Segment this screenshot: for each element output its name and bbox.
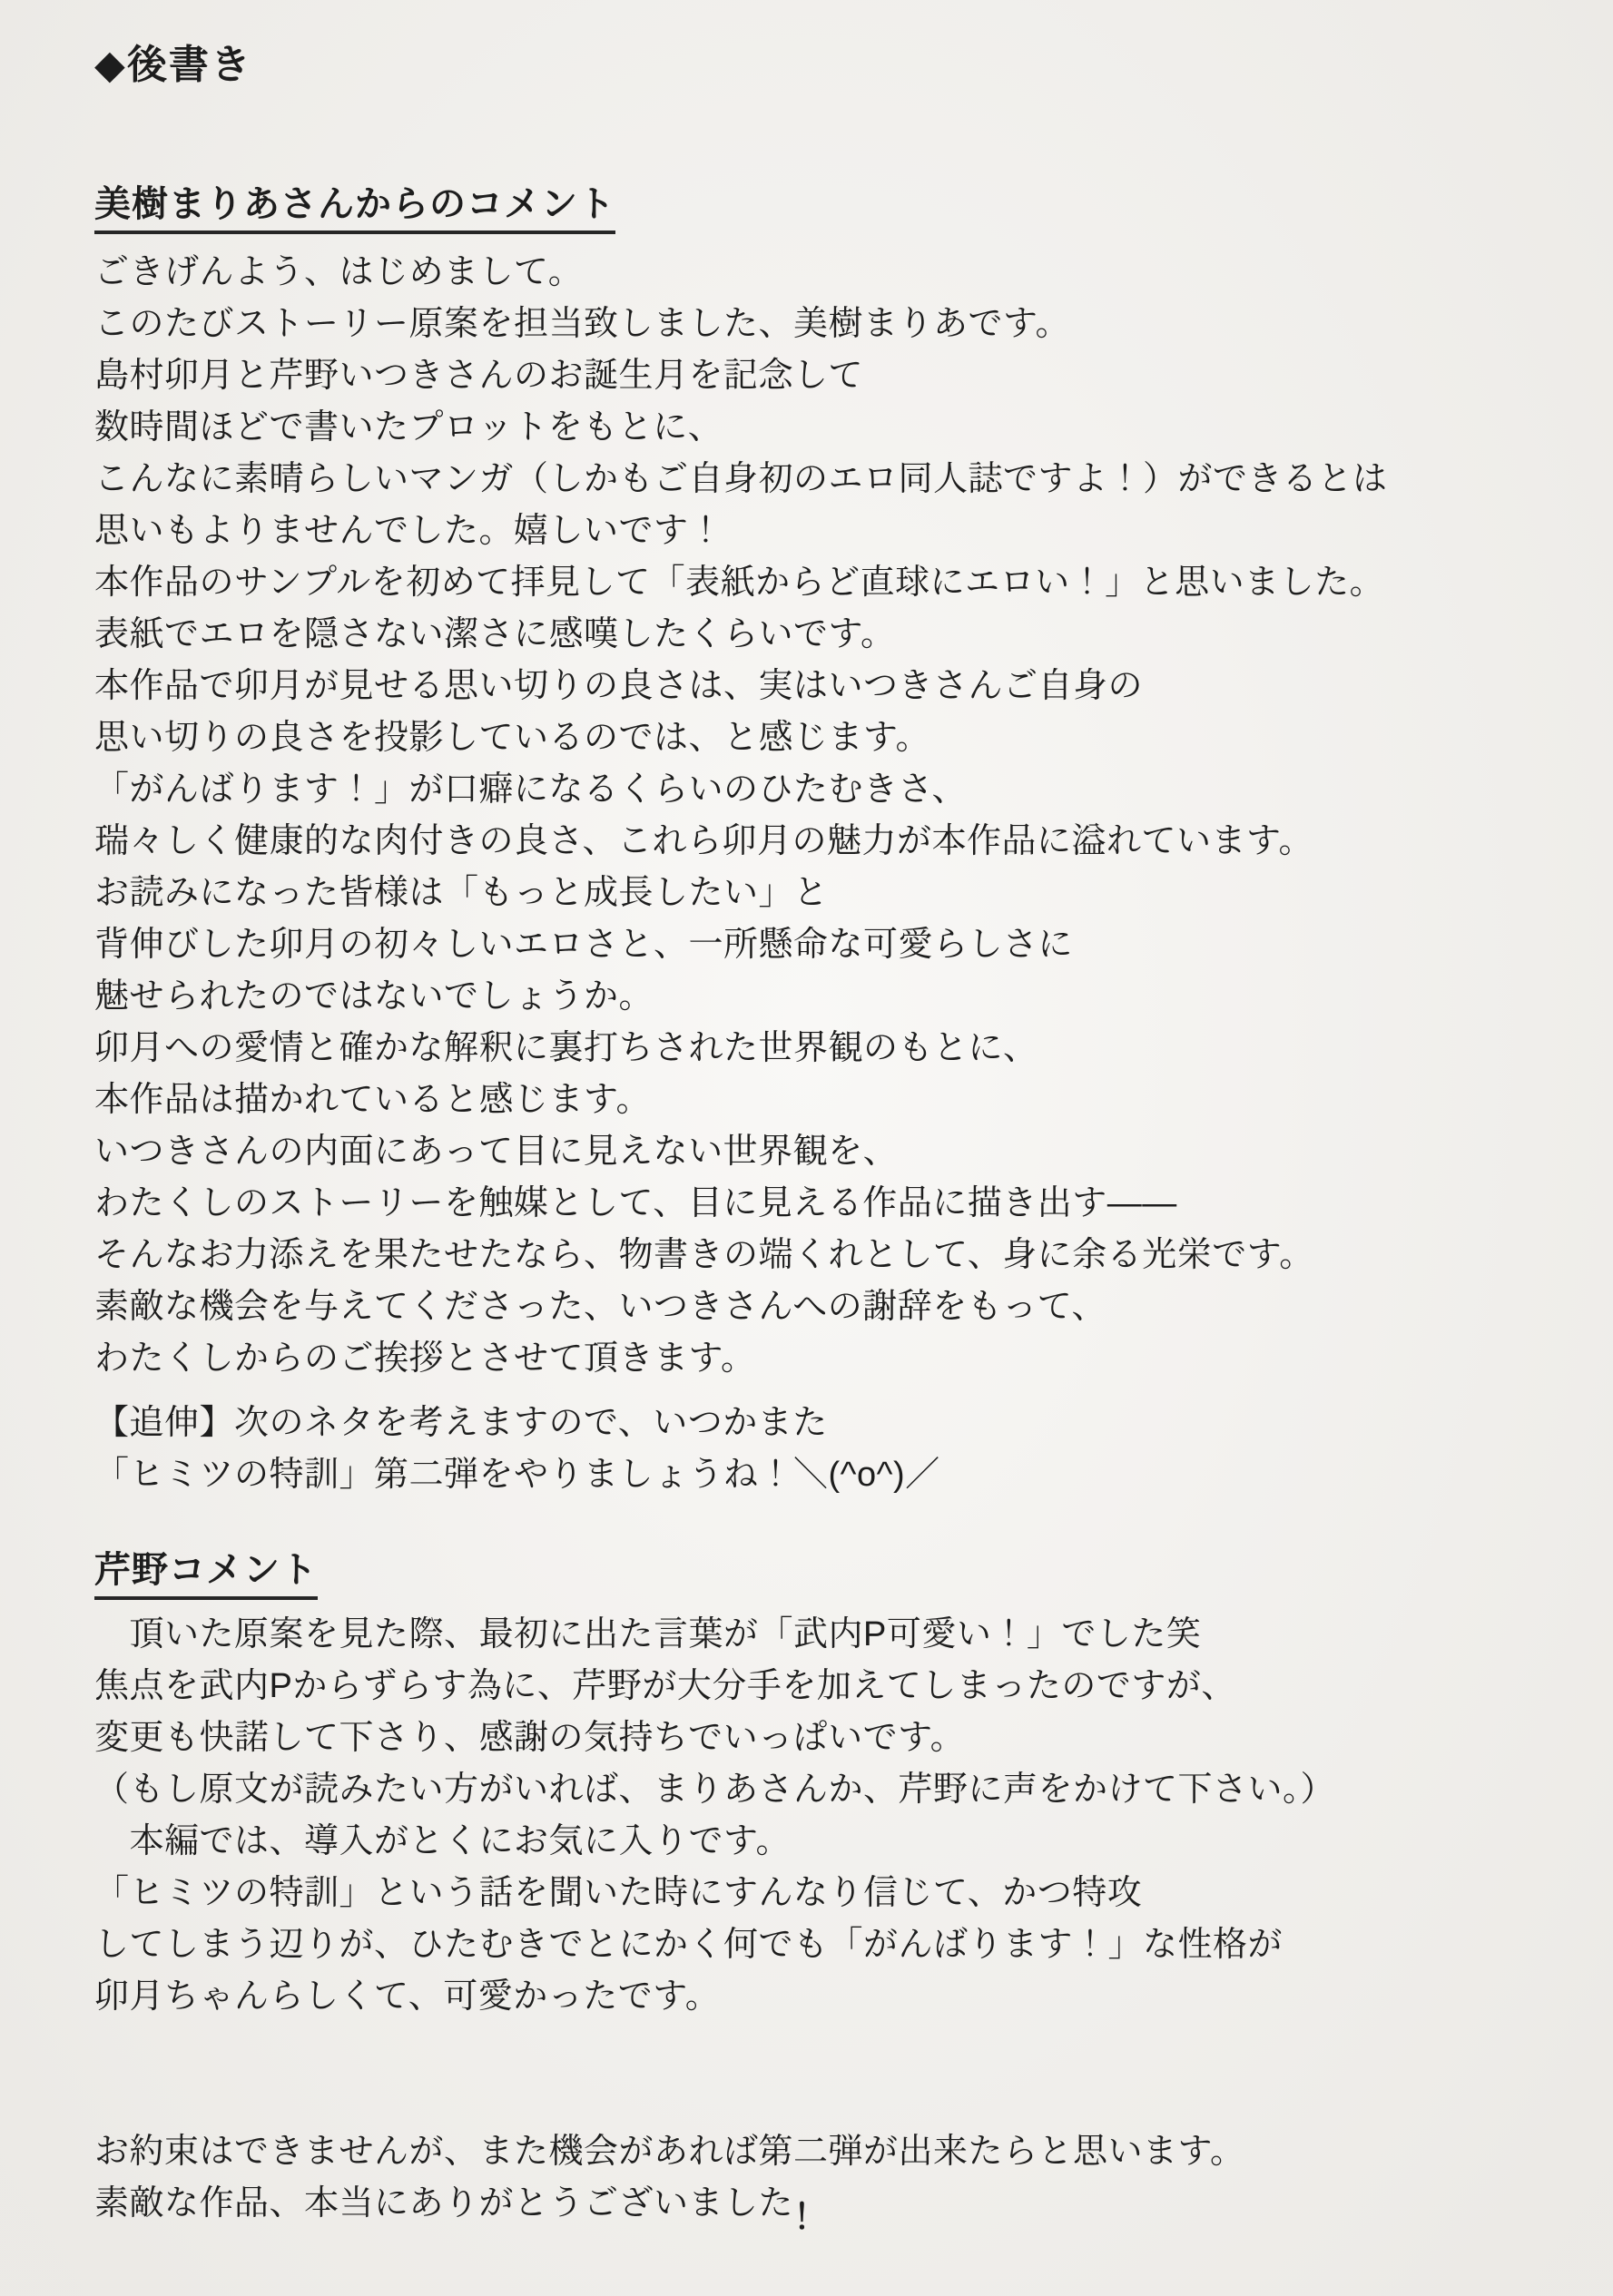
text-line: 魅せられたのではないでしょうか。 (94, 976, 654, 1016)
text-line: 本編では、導入がとくにお気に入りです。 (94, 1821, 791, 1860)
text-line: 表紙でエロを隠さない潔さに感嘆したくらいです。 (94, 614, 896, 653)
text-line: 数時間ほどで書いたプロットをもとに、 (94, 407, 723, 446)
section-title-serino: 芹野コメント (94, 1548, 318, 1600)
maria-comment-body (94, 247, 1549, 1385)
page-title: ◆後書き (94, 43, 252, 87)
closing-remarks (94, 2126, 1549, 2237)
text-line: そんなお力添えを果たせたなら、物書きの端くれとして、身に余る光栄です。 (94, 1235, 1314, 1274)
text-line: 思いもよりませんでした。嬉しいです！ (94, 511, 724, 550)
text-line: 素敵な機会を与えてくださった、いつきさんへの謝辞をもって、 (94, 1287, 1106, 1326)
text-line: 島村卯月と芹野いつきさんのお誕生月を記念して (94, 356, 864, 395)
serino-comment-section (94, 1548, 1549, 2023)
text-line: わたくしからのご挨拶とさせて頂きます。 (94, 1339, 756, 1378)
closing-line-2-text: 素敵な作品、本当にありがとうございました (94, 2183, 794, 2222)
maria-postscript (94, 1398, 1549, 1501)
text-line: 焦点を武内Pからずらす為に、芹野が大分手を加えてしまったのですが、 (94, 1666, 1236, 1705)
text-line: 頂いた原案を見た際、最初に出た言葉が「武内P可愛い！」でした笑 (94, 1614, 1202, 1653)
text-line: 本作品は描かれていると感じます。 (94, 1080, 651, 1119)
text-line: 思い切りの良さを投影しているのでは、と感じます。 (94, 718, 930, 757)
text-line: 「ヒミツの特訓」という話を聞いた時にすんなり信じて、かつ特攻 (94, 1873, 1143, 1912)
text-line: ごきげんよう、はじめまして。 (94, 252, 584, 291)
text-line: わたくしのストーリーを触媒として、目に見える作品に描き出す―― (94, 1183, 1177, 1222)
text-line: 【追伸】次のネタを考えますので、いつかまた (94, 1403, 828, 1442)
text-line: 卯月ちゃんらしくて、可愛かったです。 (94, 1977, 721, 2016)
text-line: 背伸びした卯月の初々しいエロさと、一所懸命な可愛らしさに (94, 925, 1074, 964)
text-line: いつきさんの内面にあって目に見えない世界観を、 (94, 1132, 899, 1171)
text-line: このたびストーリー原案を担当致しました、美樹まりあです。 (94, 304, 1070, 343)
maria-comment-section (94, 182, 1549, 1501)
text-line: 本作品で卯月が見せる思い切りの良さは、実はいつきさんご自身の (94, 666, 1144, 705)
text-line: （もし原文が読みたい方がいれば、まりあさんか、芹野に声をかけて下さい。） (94, 1770, 1336, 1809)
text-line: 「ヒミツの特訓」第二弾をやりましょうね！＼(^o^)／ (94, 1455, 940, 1494)
text-line: 本作品のサンプルを初めて拝見して「表紙からど直球にエロい！」と思いました。 (94, 563, 1385, 602)
section-title-maria: 美樹まりあさんからのコメント (94, 182, 615, 234)
text-line: 変更も快諾して下さり、感謝の気持ちでいっぱいです。 (94, 1718, 966, 1757)
text-line: 卯月への愛情と確かな解釈に裏打ちされた世界観のもとに、 (94, 1028, 1038, 1067)
text-line: こんなに素晴らしいマンガ（しかもご自身初のエロ同人誌ですよ！）ができるとは (94, 459, 1388, 498)
text-line: してしまう辺りが、ひたむきでとにかく何でも「がんばります！」な性格が (94, 1925, 1284, 1964)
text-line: 瑞々しく健康的な肉付きの良さ、これら卯月の魅力が本作品に溢れています。 (94, 821, 1313, 860)
serino-comment-body (94, 1609, 1549, 2023)
closing-line-2 (94, 2178, 1549, 2237)
text-line: お読みになった皆様は「もっと成長したい」と (94, 873, 829, 912)
closing-exclamation-mark: ！ (793, 2198, 829, 2237)
closing-line-1: お約束はできませんが、また機会があれば第二弾が出来たらと思います。 (94, 2132, 1245, 2171)
text-line: 「がんばります！」が口癖になるくらいのひたむきさ、 (94, 770, 967, 809)
